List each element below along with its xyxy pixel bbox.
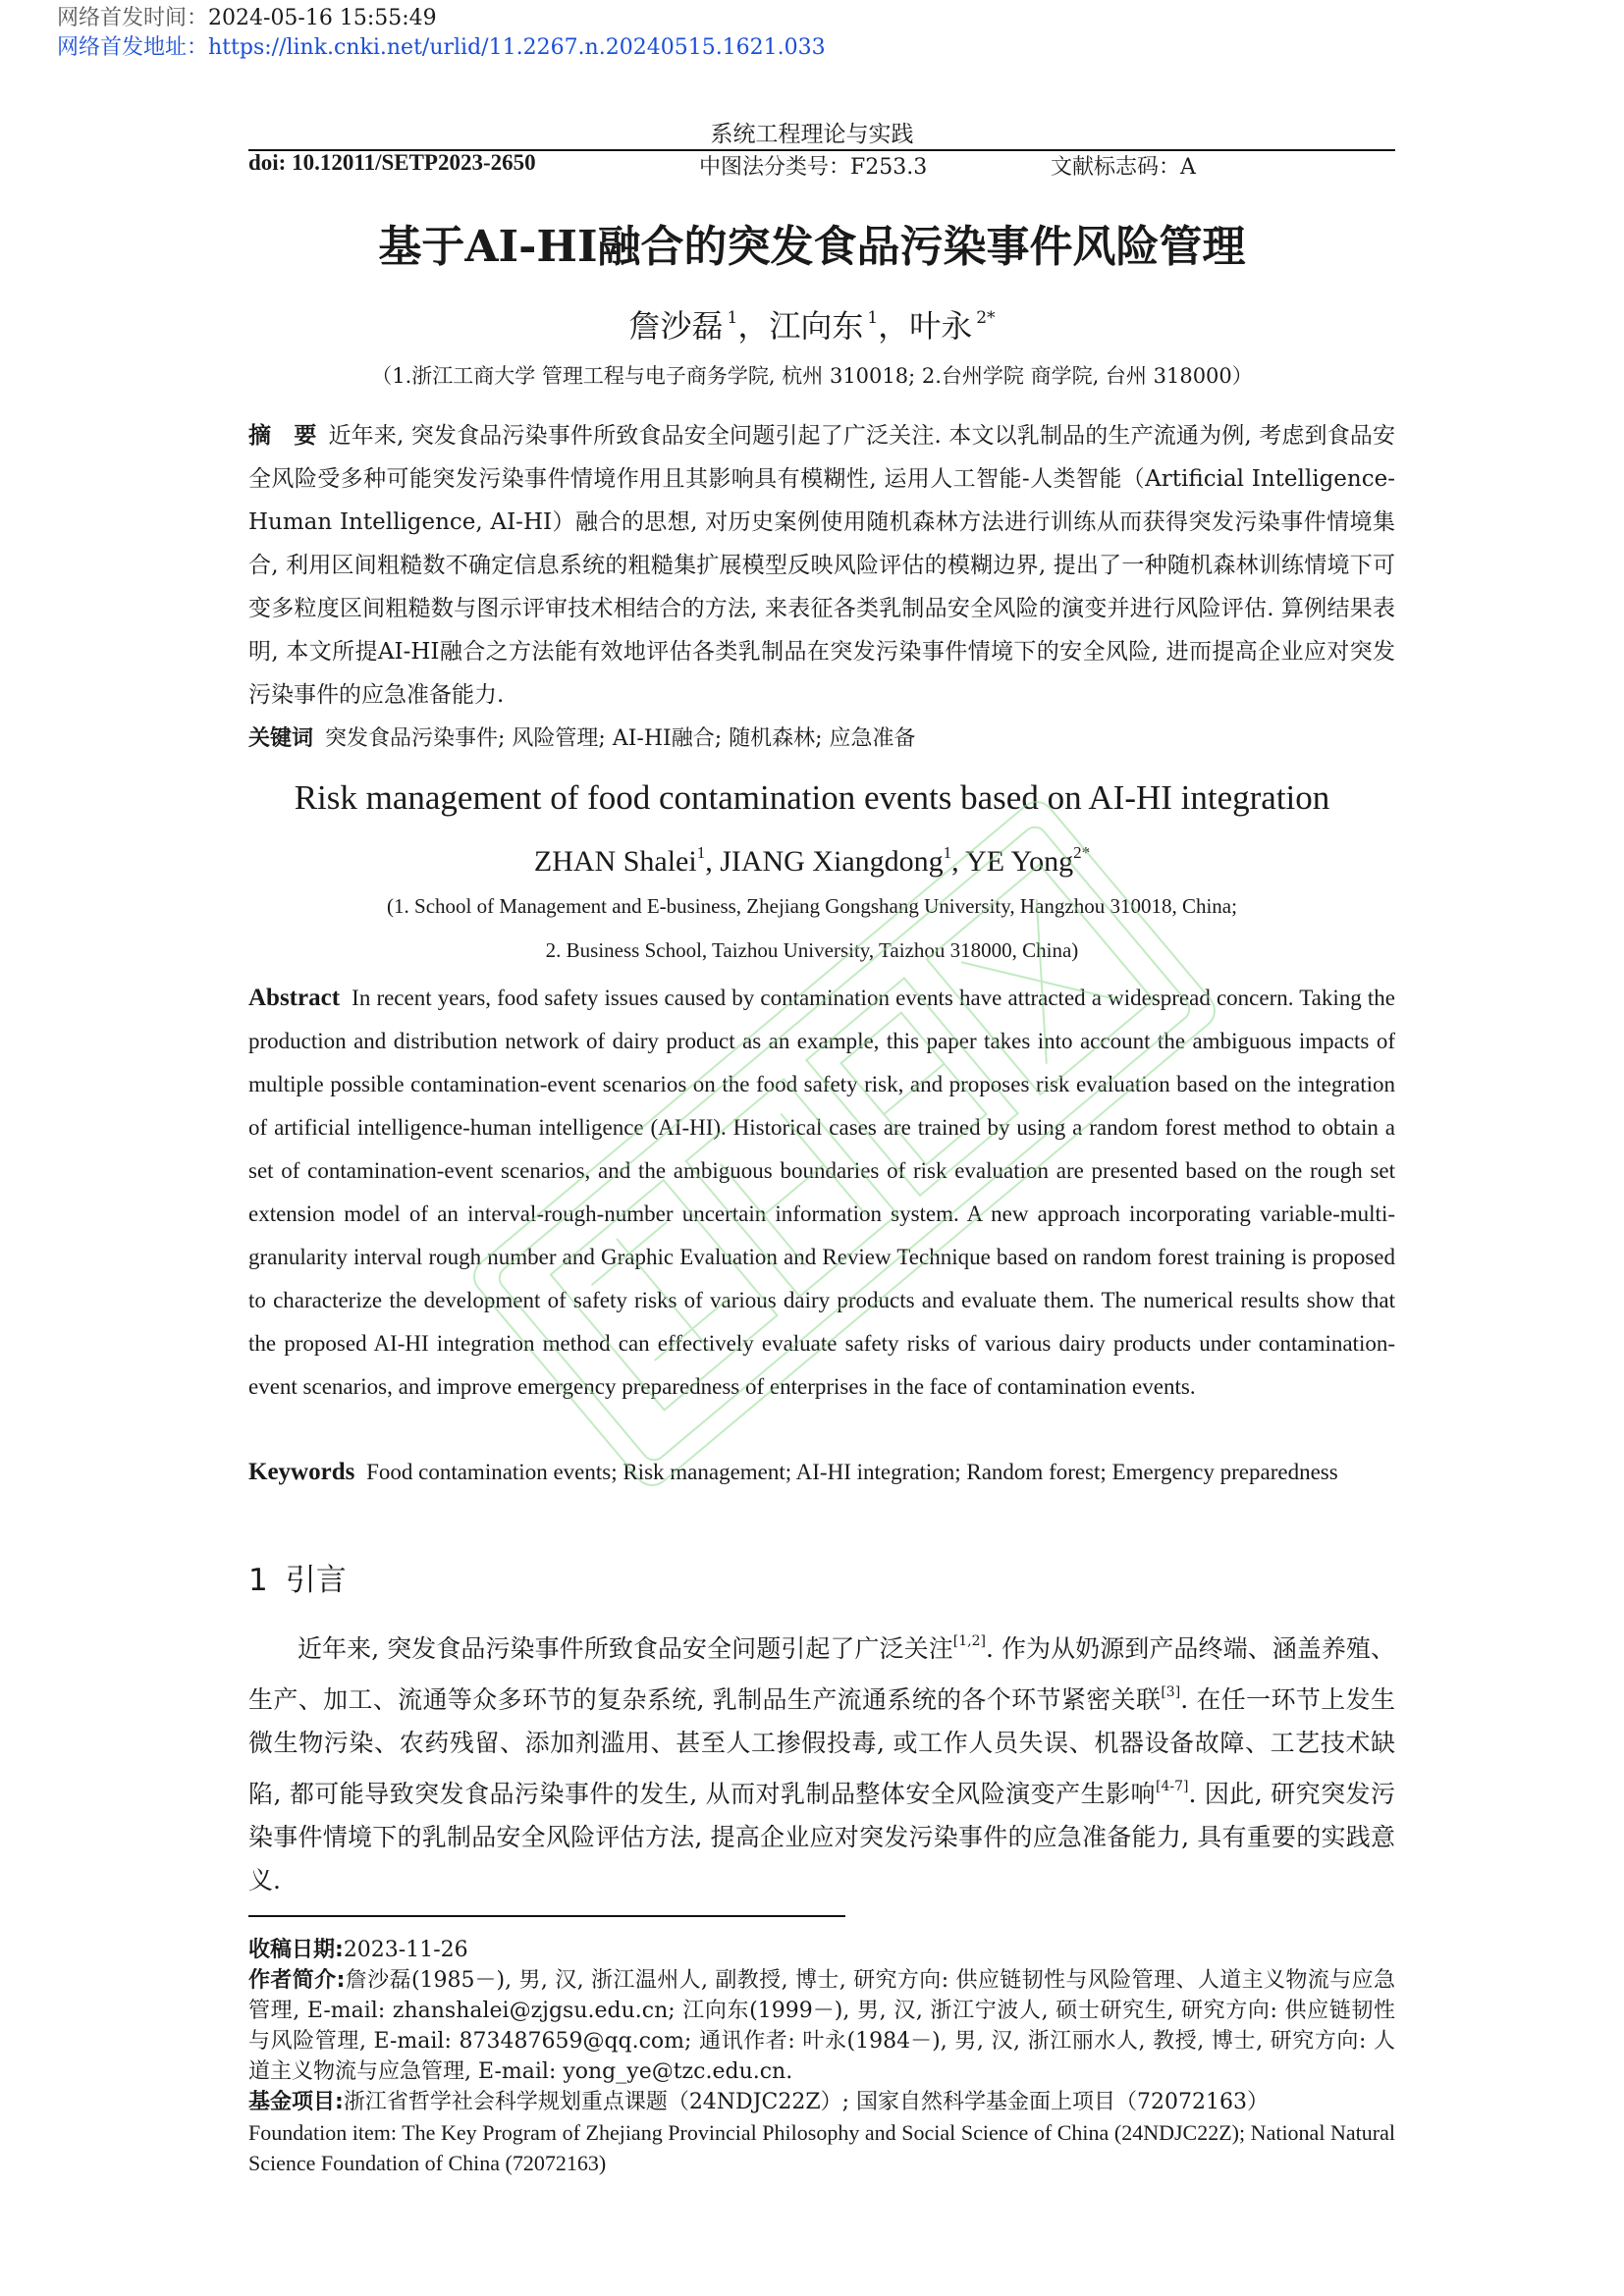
authors-cn xyxy=(0,301,1624,347)
journal-name: 系统工程理论与实践 xyxy=(710,122,914,147)
received-date xyxy=(248,1935,1395,1965)
section-title: 引言 xyxy=(285,1563,347,1598)
publish-url-link[interactable]: https://link.cnki.net/urlid/11.2267.n.20240515.1621.033 xyxy=(208,35,826,60)
publish-url-label: 网络首发地址： xyxy=(57,35,209,60)
author-cn-separator: ， xyxy=(878,307,910,345)
foundation-item-en: Foundation item: The Key Program of Zhejiang Provincial Philosophy and Social Science of China (24NDJC22Z); National Natural Science Foundation of China (72072163) xyxy=(248,2120,1395,2175)
clc-number: 中图法分类号：F253.3 xyxy=(699,155,928,180)
keywords-cn-label: 关键词 xyxy=(248,726,314,751)
keywords-cn-text: 突发食品污染事件; 风险管理; AI-HI融合; 随机森林; 应急准备 xyxy=(325,726,916,751)
publish-time-label: 网络首发时间： xyxy=(57,6,209,30)
citation-ref[interactable]: [1,2] xyxy=(952,1633,986,1649)
paper-title-cn: 基于AI-HI融合的突发食品污染事件风险管理 xyxy=(378,222,1246,272)
paper-title-en: Risk management of food contamination events based on AI-HI integration xyxy=(294,778,1330,817)
author-bio xyxy=(248,1965,1395,2087)
publish-time-value: 2024-05-16 15:55:49 xyxy=(208,6,437,30)
intro-paragraph xyxy=(248,1620,1395,1902)
author-en-affiliation-mark: 1 xyxy=(696,843,706,862)
keywords-en-text: Food contamination events; Risk management; AI-HI integration; Random forest; Emergency preparedness xyxy=(366,1460,1338,1484)
author-cn-separator: ， xyxy=(737,307,770,345)
abstract-en-label: Abstract xyxy=(248,985,341,1011)
authors-en xyxy=(0,843,1624,879)
document-code: 文献标志码：A xyxy=(1051,155,1196,180)
author-en-affiliation-mark: 2* xyxy=(1073,843,1091,862)
abstract-cn-label: 摘 要 xyxy=(248,423,317,449)
intro-text: 近年来, 突发食品污染事件所致食品安全问题引起了广泛关注 xyxy=(298,1634,953,1663)
footnotes xyxy=(248,1935,1395,2178)
fund-info xyxy=(248,2087,1395,2117)
citation-ref[interactable]: [3] xyxy=(1161,1684,1181,1700)
author-en-name: YE Yong xyxy=(965,845,1074,878)
intro-text: . 作为从奶源到产品终端、涵盖养殖、生产、加工、流通等众多环节的复杂系统, 乳制品生产流通系统的各个环节紧密关联 xyxy=(248,1634,1395,1714)
abstract-en-text: In recent years, food safety issues caused by contamination events have attracted a widespread concern. Taking the production and distribution network of dairy product as an example, this paper takes into account the ambiguous impacts of multiple possible contamination-event scenarios on the food safety risk, and proposes risk evaluation based on the integration of artificial intelligence-human intelligence (AI-HI). Historical cases are trained by using a random forest method to obtain a set of contamination-event scenarios, and the ambiguous boundaries of risk evaluation are presented based on the rough set extension model of an interval-rough-number uncertain information system. A new approach incorporating variable-multi-granularity interval rough number and Graphic Evaluation and Review Technique based on random forest training is proposed to characterize the development of safety risks of various dairy products and evaluate them. The numerical results show that the proposed AI-HI integration method can effectively evaluate safety risks of various dairy products under contamination-event scenarios, and improve emergency preparedness of enterprises in the face of contamination events. xyxy=(248,986,1395,1399)
intro-text: . 在任一环节上发生微生物污染、农药残留、添加剂滥用、甚至人工掺假投毒, 或工作人员失误、机器设备故障、工艺技术缺陷, 都可能导致突发食品污染事件的发生, 从而对乳制品整体安全风险演变产生影响 xyxy=(248,1685,1395,1808)
author-cn-name: 江向东 xyxy=(769,307,864,345)
author-en-affiliation-mark: 1 xyxy=(943,843,952,862)
publish-url-line xyxy=(57,33,826,63)
author-bio-label: 作者简介: xyxy=(248,1968,346,1993)
author-en-name: ZHAN Shalei xyxy=(533,845,697,878)
author-en-separator: , xyxy=(951,845,966,878)
footnote-rule xyxy=(248,1915,845,1917)
affiliation-en-line-1: (1. School of Management and E-business, Zhejiang Gongshang University, Hangzhou 310018, China; xyxy=(387,894,1237,918)
keywords-en xyxy=(248,1451,1395,1494)
intro-text: . 因此, 研究突发污染事件情境下的乳制品安全风险评估方法, 提高企业应对突发污染事件的应急准备能力, 具有重要的实践意义. xyxy=(248,1780,1395,1895)
author-cn-name: 詹沙磊 xyxy=(628,307,724,345)
author-cn-affiliation-mark: 1 xyxy=(727,308,738,328)
section-number: 1 xyxy=(248,1563,268,1598)
affiliation-en-line-2: 2. Business School, Taizhou University, Taizhou 318000, China) xyxy=(545,938,1079,962)
publish-time-line xyxy=(57,4,437,33)
section-heading xyxy=(248,1555,347,1599)
abstract-en xyxy=(248,977,1395,1409)
author-cn-affiliation-mark: 1 xyxy=(867,308,879,328)
received-value: 2023-11-26 xyxy=(343,1938,468,1962)
author-en-name: JIANG Xiangdong xyxy=(720,845,944,878)
abstract-cn-text: 近年来, 突发食品污染事件所致食品安全问题引起了广泛关注. 本文以乳制品的生产流通为例, 考虑到食品安全风险受多种可能突发污染事件情境作用且其影响具有模糊性, 运用人工智能-人类智能（Artificial Intelligence-Human Intelligence, AI-HI）融合的思想, 对历史案例使用随机森林方法进行训练从而获得突发污染事件情境集合, 利用区间粗糙数不确定信息系统的粗糙集扩展模型反映风险评估的模糊边界, 提出了一种随机森林训练情境下可变多粒度区间粗糙数与图示评审技术相结合的方法, 来表征各类乳制品安全风险的演变并进行风险评估. 算例结果表明, 本文所提AI-HI融合之方法能有效地评估各类乳制品在突发污染事件情境下的安全风险, 进而提高企业应对突发污染事件的应急准备能力. xyxy=(248,423,1396,708)
affiliation-cn: （1.浙江工商大学 管理工程与电子商务学院, 杭州 310018; 2.台州学院 商学院, 台州 318000） xyxy=(371,364,1253,388)
doi: doi: 10.12011/SETP2023-2650 xyxy=(248,150,536,175)
fund-text: 浙江省哲学社会科学规划重点课题（24NDJC22Z）; 国家自然科学基金面上项目（72072163） xyxy=(343,2090,1270,2114)
keywords-en-label: Keywords xyxy=(248,1459,355,1485)
received-label: 收稿日期: xyxy=(248,1938,344,1962)
author-cn-name: 叶永 xyxy=(909,307,973,345)
author-en-separator: , xyxy=(705,845,721,878)
fund-label: 基金项目: xyxy=(248,2090,344,2114)
author-cn-affiliation-mark: 2* xyxy=(976,308,996,328)
keywords-cn xyxy=(248,720,1395,759)
citation-ref[interactable]: [4-7] xyxy=(1156,1779,1189,1794)
author-bio-text: 詹沙磊(1985－), 男, 汉, 浙江温州人, 副教授, 博士, 研究方向: 供应链韧性与风险管理、人道主义物流与应急管理, E-mail: zhanshalei@zjgsu.edu.cn; 江向东(1999－), 男, 汉, 浙江宁波人, 硕士研究生, 研究方向: 供应链韧性与风险管理, E-mail: 873487659@qq.com; 通讯作者: 叶永(1984－), 男, 汉, 浙江丽水人, 教授, 博士, 研究方向: 人道主义物流与应急管理, E-mail: yong_ye@tzc.edu.cn. xyxy=(248,1968,1395,2084)
abstract-cn xyxy=(248,414,1395,717)
